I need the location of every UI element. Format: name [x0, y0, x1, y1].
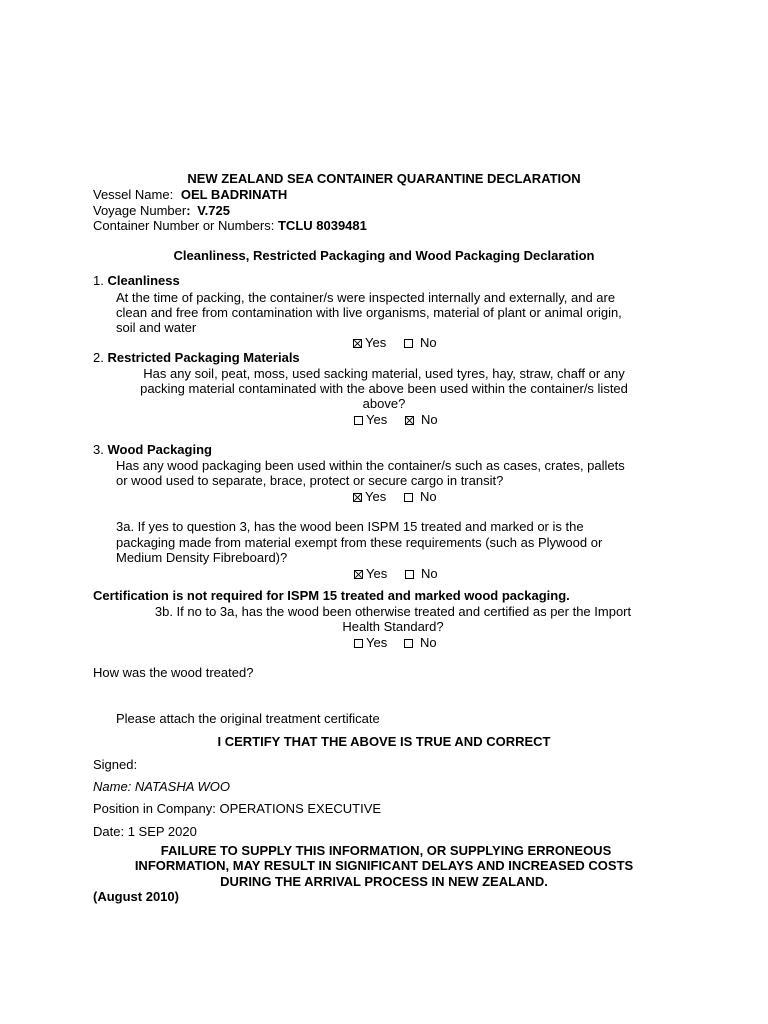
date-label: Date: — [93, 824, 125, 839]
q1-text-line: soil and water — [116, 320, 197, 335]
q3b-no-label: No — [420, 635, 437, 650]
checked-box-icon — [353, 339, 362, 348]
voyage-number-colon: : — [186, 203, 191, 218]
q3b-text-line: 3b. If no to 3a, has the wood been otherwise treated and certified as per the Import — [154, 604, 632, 619]
container-number-label: Container Number or Numbers: — [93, 218, 275, 233]
q2-text-line: packing material contaminated with the above been used within the container/s listed — [140, 381, 628, 396]
q2-number: 2. — [93, 350, 104, 365]
q3-no-option[interactable] — [404, 489, 437, 505]
voyage-number-value: V.725 — [197, 203, 230, 218]
container-number-value: TCLU 8039481 — [277, 218, 367, 233]
q3-yes-option[interactable] — [353, 489, 386, 505]
date-value: 1 SEP 2020 — [127, 824, 197, 839]
q3b-yes-option[interactable] — [354, 635, 387, 651]
q3a-yes-label: Yes — [366, 566, 388, 581]
q3-no-label: No — [420, 489, 437, 504]
vessel-name-row — [93, 187, 287, 203]
q1-yes-label: Yes — [365, 335, 387, 350]
warning-line: DURING THE ARRIVAL PROCESS IN NEW ZEALAND. — [220, 874, 548, 889]
checked-box-icon — [405, 416, 414, 425]
q1-no-option[interactable] — [404, 335, 437, 351]
warning-line: INFORMATION, MAY RESULT IN SIGNIFICANT DELAYS AND INCREASED COSTS — [134, 858, 634, 873]
checked-box-icon — [353, 493, 362, 502]
wood-treated-question: How was the wood treated? — [93, 665, 254, 680]
document-title: NEW ZEALAND SEA CONTAINER QUARANTINE DECLARATION — [187, 171, 581, 186]
q3a-no-option[interactable] — [405, 566, 438, 582]
q2-title: Restricted Packaging Materials — [107, 350, 300, 365]
certify-statement: I CERTIFY THAT THE ABOVE IS TRUE AND CORRECT — [217, 734, 551, 749]
q1-heading — [93, 273, 180, 289]
empty-box-icon — [354, 639, 363, 648]
q2-yes-label: Yes — [366, 412, 388, 427]
version-date: (August 2010) — [93, 889, 179, 904]
q3-yes-label: Yes — [365, 489, 387, 504]
empty-box-icon — [404, 339, 413, 348]
name-value: NATASHA WOO — [134, 779, 231, 794]
q1-number: 1. — [93, 273, 104, 288]
q3a-text-line: packaging made from material exempt from these requirements (such as Plywood or — [116, 535, 603, 550]
q3-text-line: Has any wood packaging been used within the container/s such as cases, crates, pallets — [116, 458, 625, 473]
q2-no-label: No — [421, 412, 438, 427]
q3-text-line: or wood used to separate, brace, protect or secure cargo in transit? — [116, 473, 504, 488]
q3b-no-option[interactable] — [404, 635, 437, 651]
q1-title: Cleanliness — [107, 273, 180, 288]
q3a-yes-option[interactable] — [354, 566, 387, 582]
q2-text-line: Has any soil, peat, moss, used sacking material, used tyres, hay, straw, chaff or any — [143, 366, 625, 381]
q1-yes-option[interactable] — [353, 335, 386, 351]
attach-certificate-note: Please attach the original treatment certificate — [116, 711, 380, 726]
voyage-number-label: Voyage Number — [93, 203, 187, 218]
q3b-yes-label: Yes — [366, 635, 388, 650]
position-value: OPERATIONS EXECUTIVE — [219, 801, 382, 816]
q2-heading — [93, 350, 300, 366]
q3b-text-line: Health Standard? — [342, 619, 444, 634]
q1-text-line: At the time of packing, the container/s were inspected internally and externally, and are — [116, 290, 616, 305]
certification-note: Certification is not required for ISPM 15 treated and marked wood packaging. — [93, 588, 570, 603]
section-subtitle: Cleanliness, Restricted Packaging and Wood Packaging Declaration — [173, 248, 595, 263]
q3a-text-line: 3a. If yes to question 3, has the wood been ISPM 15 treated and marked or is the — [116, 519, 584, 534]
q2-no-option[interactable] — [405, 412, 438, 428]
q3a-no-label: No — [421, 566, 438, 581]
q1-no-label: No — [420, 335, 437, 350]
empty-box-icon — [404, 639, 413, 648]
q3-heading — [93, 442, 212, 458]
voyage-number-row — [93, 203, 230, 219]
position-row — [93, 801, 381, 817]
name-label: Name: — [93, 779, 132, 794]
container-number-row — [93, 218, 367, 234]
date-row — [93, 824, 197, 840]
position-label: Position in Company: — [93, 801, 216, 816]
empty-box-icon — [404, 493, 413, 502]
checked-box-icon — [354, 570, 363, 579]
vessel-name-value: OEL BADRINATH — [180, 187, 288, 202]
signed-label: Signed: — [93, 757, 138, 772]
empty-box-icon — [354, 416, 363, 425]
q3-number: 3. — [93, 442, 104, 457]
q2-text-line: above? — [362, 396, 406, 411]
warning-line: FAILURE TO SUPPLY THIS INFORMATION, OR SUPPLYING ERRONEOUS — [160, 843, 612, 858]
q1-text-line: clean and free from contamination with live organisms, material of plant or animal origin, — [116, 305, 622, 320]
vessel-name-label: Vessel Name: — [93, 187, 174, 202]
empty-box-icon — [405, 570, 414, 579]
name-row — [93, 779, 230, 795]
q3-title: Wood Packaging — [107, 442, 212, 457]
q3a-text-line: Medium Density Fibreboard)? — [116, 550, 288, 565]
q2-yes-option[interactable] — [354, 412, 387, 428]
